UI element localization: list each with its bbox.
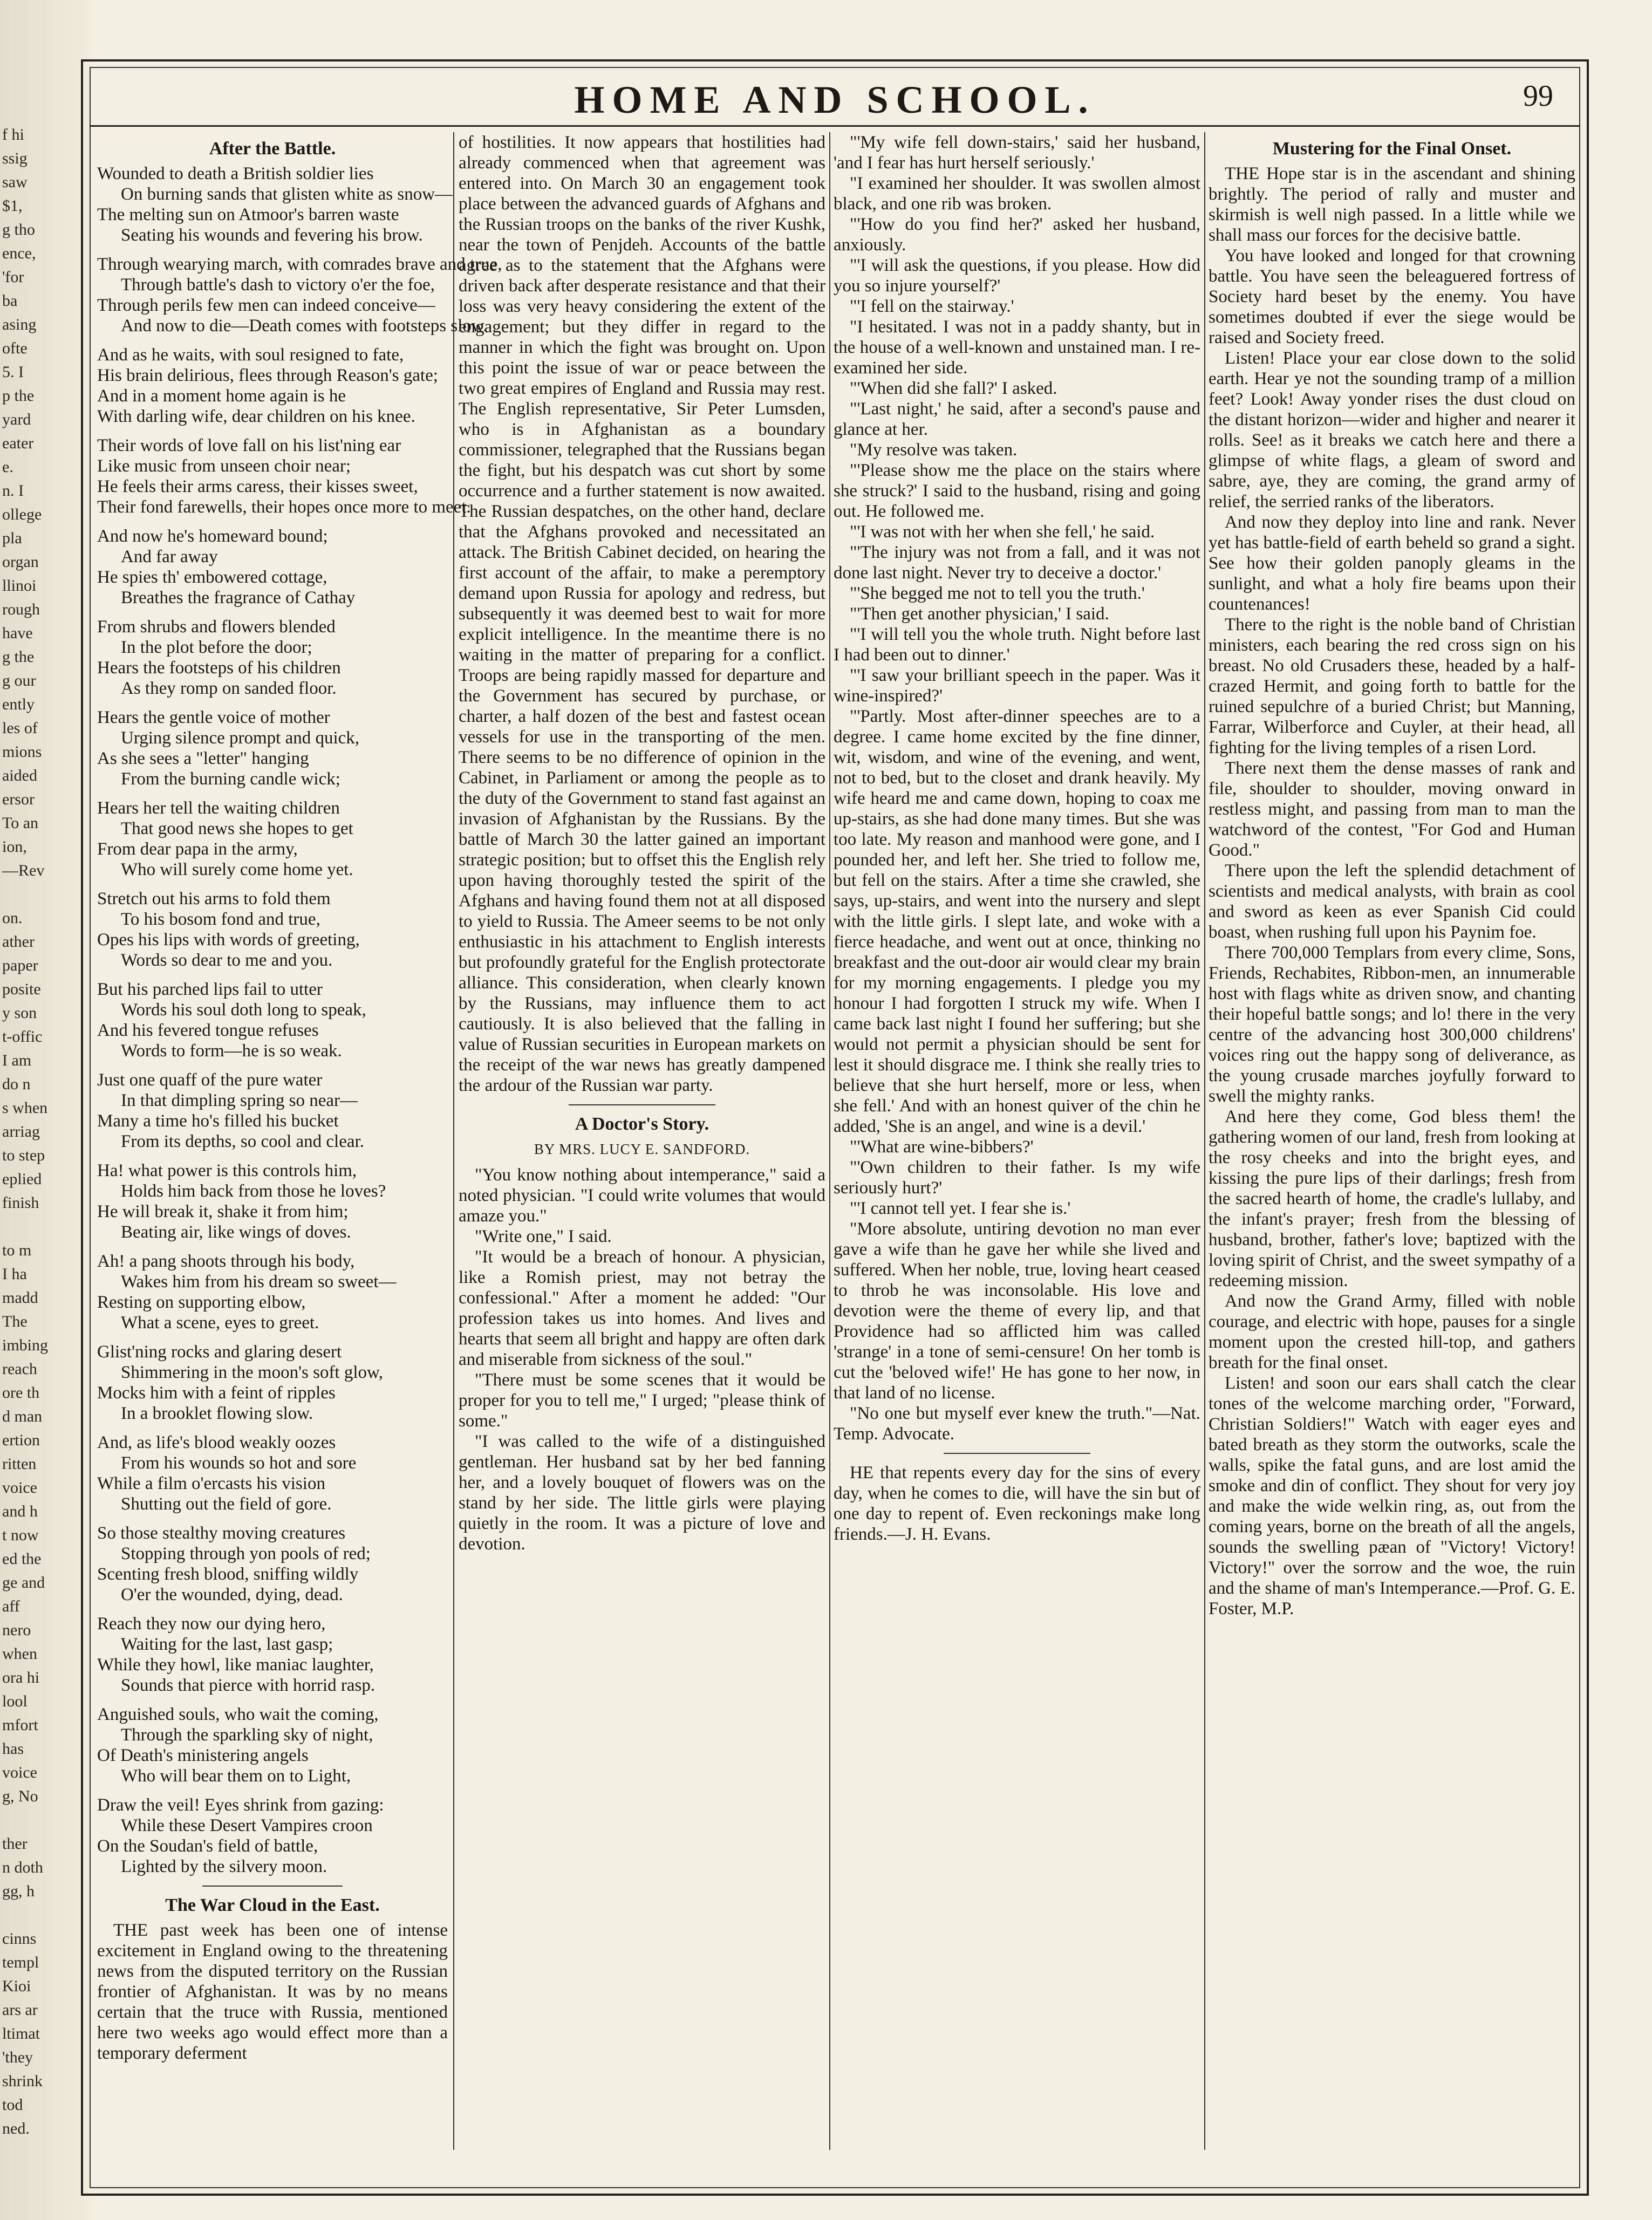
poem-line: While a film o'ercasts his vision [97, 1474, 325, 1493]
poem-line: What a scene, eyes to greet. [121, 1313, 319, 1333]
poem-line: In a brooklet flowing slow. [121, 1404, 313, 1423]
doctor-story-paragraph: "'Then get another physician,' I said. [850, 604, 1109, 624]
margin-fragment: I ha [2, 1265, 27, 1283]
poem-line: The melting sun on Atmoor's barren waste [97, 205, 399, 224]
poem-line: Who will surely come home yet. [121, 860, 353, 879]
poem-stanza [97, 798, 448, 880]
doctor-story-paragraph: "'I cannot tell yet. I fear she is.' [850, 1199, 1071, 1218]
poem-line: Breathes the fragrance of Cathay [121, 588, 356, 607]
poem-line: And far away [121, 547, 218, 566]
poem-line: Through battle's dash to victory o'er the foe, [121, 275, 435, 295]
poem-line: Ah! a pang shoots through his body, [97, 1252, 355, 1271]
poem-line: As they romp on sanded floor. [121, 679, 337, 698]
margin-fragment: madd [2, 1289, 38, 1307]
doctor-story-paragraph: "'Last night,' he said, after a second's pause and glance at her. [834, 399, 1200, 439]
poem-stanza [97, 1432, 448, 1514]
column-3 [834, 132, 1200, 2150]
margin-fragment: y son [2, 1004, 37, 1022]
margin-fragment: imbing [2, 1336, 49, 1354]
margin-fragment: t now [2, 1526, 39, 1544]
poem-stanza [97, 1342, 448, 1424]
war-cloud-continued [459, 132, 825, 1096]
margin-fragment: on. [2, 909, 23, 927]
poem-stanza [97, 1251, 448, 1333]
margin-fragment: reach [2, 1360, 37, 1378]
margin-fragment: finish [2, 1194, 39, 1212]
repents-paragraph [834, 1463, 1200, 1545]
margin-fragment: templ [2, 1953, 39, 1971]
poem-line: And now to die—Death comes with footsteps slow. [121, 316, 488, 336]
doctor-story-paragraph: "'What are wine-bibbers?' [850, 1137, 1034, 1157]
margin-fragment: voice [2, 1764, 37, 1781]
poem-line: From shrubs and flowers blended [97, 617, 336, 637]
final-onset-paragraph: And now the Grand Army, filled with noble courage, and electric with hope, pauses for a single moment upon the crested hill-top, and gathers breath for the final onset. [1209, 1292, 1575, 1372]
doctor-story-paragraph: "'Own children to their father. Is my wife seriously hurt?' [834, 1158, 1200, 1198]
column-2 [459, 132, 825, 2150]
margin-fragment: I am [2, 1051, 32, 1069]
margin-fragment: ritten [2, 1455, 37, 1473]
poem-line: Ha! what power is this controls him, [97, 1161, 357, 1180]
margin-fragment: t-offic [2, 1028, 43, 1046]
margin-fragment: paper [2, 957, 38, 974]
poem-line: Their words of love fall on his list'ning ear [97, 436, 401, 455]
margin-fragment: shrink [2, 2072, 43, 2090]
doctor-story-paragraph: "Write one," I said. [475, 1227, 612, 1246]
margin-fragment: has [2, 1740, 24, 1758]
poem-stanza [97, 1614, 448, 1696]
poem-stanza [97, 1070, 448, 1152]
margin-fragment: g, No [2, 1787, 38, 1805]
doctor-story-paragraph: "'I fell on the stairway.' [850, 297, 1014, 316]
margin-fragment: g tho [2, 221, 35, 238]
margin-fragment: ssig [2, 149, 28, 167]
doctor-story-continued [834, 132, 1200, 1444]
poem-body [97, 163, 502, 1877]
poem-stanza [97, 345, 448, 427]
poem-line: Through the sparkling sky of night, [121, 1725, 373, 1745]
poem-line: Mocks him with a feint of ripples [97, 1383, 336, 1403]
margin-fragment: have [2, 624, 33, 642]
margin-fragment: ge and [2, 1574, 45, 1591]
poem-line: Who will bear them on to Light, [121, 1766, 351, 1786]
final-onset-paragraph: You have looked and longed for that crowning battle. You have seen the beleaguered fortress of Society hard beset by the enemy. You have sometimes doubted if ever the siege would be raised and Society freed. [1209, 246, 1575, 347]
margin-fragment: mfort [2, 1716, 38, 1734]
doctor-story-paragraph: "'I was not with her when she fell,' he said. [850, 522, 1155, 542]
doctor-story-paragraph: "'When did she fall?' I asked. [850, 379, 1057, 398]
doctor-story-paragraph: "'My wife fell down-stairs,' said her husband, 'and I fear has hurt herself seriously.' [834, 133, 1200, 173]
masthead-title: HOME AND SCHOOL. [574, 78, 1096, 121]
poem-line: As she sees a "letter" hanging [97, 749, 309, 768]
final-onset-paragraph: There 700,000 Templars from every clime, Sons, Friends, Rechabites, Ribbon-men, an innumerable host with flags white as driven snow, and chanting their hopeful battle songs; and lo! there in the very centre of the advancing host 300,000 childrens' voices ring out the happy song of deliverance, as the young crusade marches joyfully forward to swell the mighty ranks. [1209, 943, 1575, 1106]
margin-fragment: ion, [2, 838, 27, 856]
poem-line: Reach they now our dying hero, [97, 1614, 326, 1634]
margin-fragment: to m [2, 1241, 32, 1259]
doctor-story-body [459, 1165, 825, 1554]
margin-fragment: saw [2, 173, 28, 191]
poem-line: He will break it, shake it from him; [97, 1202, 349, 1221]
war-cloud-paragraph: THE past week has been one of intense excitement in England owing to the threatening news from the disputed territory on the Russian frontier of Afghanistan. It was by no means certain that the truce with Russia, mentioned here two weeks ago would effect more than a temporary deferment [97, 1921, 448, 2063]
poem-line: Stopping through yon pools of red; [121, 1544, 371, 1563]
margin-fragment: aff [2, 1597, 20, 1615]
margin-fragment: eater [2, 434, 34, 452]
poem-line: In the plot before the door; [121, 638, 312, 657]
margin-fragment: e. [2, 458, 13, 476]
war-cloud-paragraph: of hostilities. It now appears that hostilities had already commenced when that agreement was entered into. On March 30 an engagement took place between the advanced guards of Afghans and the Russian troops on the banks of the river Kushk, near the town of Penjdeh. Accounts of the battle agree as to the statement that the Afghans were driven back after desperate resistance and that their loss was very heavy considering the extent of the engagement; but they differ in regard to the manner in which the fight was brought on. Upon this point the issue of war or peace between the two great empires of England and Russia may rest. The English representative, Sir Peter Lumsden, who is in Afghanistan as a boundary commissioner, telegraphed that the Russians began the fight, but his despatch was cut short by some occurrence and a further statement is now awaited. The Russian despatches, on the other hand, declare that the Afghans provoked and necessitated an attack. The British Cabinet decided, on hearing the first account of the affair, to make a peremptory demand upon Russia for apology and redress, but subsequently it was deemed best to wait for more explicit intelligence. In the meantime there is no waiting in the matter of preparing for a conflict. Troops are being rapidly massed for departure and the Government has secured by purchase, or charter, a half dozen of the best and fastest ocean vessels for use in the transporting of the men. There seems to be no difference of opinion in the Cabinet, in Parliament or among the people as to the duty of the Government to stand fast against an invasion of Afghanistan by the Russians. By the battle of March 30 the latter gained an important strategic position; but to offset this the English rely upon having thoroughly tested the spirit of the Afghans and having found them not at all disposed to yield to Russia. The Ameer seems to be not only enthusiastic in his attachment to English interests but profoundly grateful for the English protectorate alliance. This consideration, when clearly known by the Russians, may influence them to act cautiously. It is also believed that the falling in value of Russian securities in European markets on the receipt of the war news has greatly dampened the ardour of the Russian war party. [459, 133, 825, 1095]
doctor-story-paragraph: "There must be some scenes that it would be proper for you to tell me," I urged; "please think of some." [459, 1370, 825, 1431]
doctor-story-paragraph: "It would be a breach of honour. A physician, like a Romish priest, may not betray the confessional." After a moment he added: "Our profession takes us into homes. And lives and hearts that seem all bright and happy are often dark and miserable from sickness of the soul." [459, 1247, 825, 1369]
margin-fragment: n. I [2, 482, 24, 500]
margin-fragment: lool [2, 1692, 28, 1710]
masthead-rule [90, 125, 1580, 127]
final-onset-paragraph: There upon the left the splendid detachment of scientists and medical analysts, with brain as cool and sword as keen as ever Spanish Cid could boast, when rushing full upon his Paynim foe. [1209, 861, 1575, 942]
doctor-story-byline: BY MRS. LUCY E. SANDFORD. [534, 1141, 750, 1157]
poem-line: From dear papa in the army, [97, 839, 298, 859]
margin-fragment: d man [2, 1408, 43, 1425]
poem-line: Words his soul doth long to speak, [121, 1000, 366, 1020]
margin-fragment: organ [2, 553, 39, 571]
margin-fragment: ed the [2, 1550, 42, 1568]
poem-line: But his parched lips fail to utter [97, 980, 323, 999]
poem-line: And as he waits, with soul resigned to fate, [97, 345, 404, 365]
repents-text: HE that repents every day for the sins of every day, when he comes to die, will have the sin but of one day to repent of. Even reckonings make long friends.—J. H. Evans. [834, 1463, 1200, 1544]
poem-line: Opes his lips with words of greeting, [97, 930, 360, 950]
margin-fragment: ther [2, 1835, 28, 1853]
margin-fragment: gg, h [2, 1882, 35, 1900]
doctor-story-paragraph: "'How do you find her?' asked her husband, anxiously. [834, 215, 1200, 255]
poem-line: Seating his wounds and fevering his brow. [121, 226, 423, 245]
final-onset-paragraph: Listen! Place your ear close down to the solid earth. Hear ye not the sounding tramp of a million feet? Look! Away yonder rises the dust cloud on the distant horizon—wider and higher and nearer it rolls. See! as it breaks we catch here and there a glimpse of white flags, a gleam of sword and sabre, aye, they are coming, the grand army of relief, the serried ranks of the liberators. [1209, 349, 1575, 511]
margin-fragment: and h [2, 1502, 38, 1520]
poem-line: Wakes him from his dream so sweet— [121, 1272, 397, 1292]
poem-stanza [97, 1160, 448, 1242]
margin-fragment: pla [2, 529, 22, 547]
margin-fragment: to step [2, 1146, 45, 1164]
margin-fragment: n doth [2, 1859, 43, 1876]
poem-line: Like music from unseen choir near; [97, 456, 351, 476]
poem-line: And his fevered tongue refuses [97, 1021, 319, 1040]
poem-line: Through wearying march, with comrades brave and true, [97, 255, 502, 274]
final-onset-paragraph: And here they come, God bless them! the gathering women of our land, fresh from looking at the rosy cheeks and into the bright eyes, and kissing the pure lips of their darlings; fresh from the sacred hearth of home, the cradle's lullaby, and the infant's prayer; fresh from the blessing of husband, brother, father's love; baptized with the loving spirit of Christ, and the sweet sympathy of a redeeming mission. [1209, 1107, 1575, 1290]
poem-line: Shutting out the field of gore. [121, 1494, 332, 1514]
poem-line: Hears the gentle voice of mother [97, 708, 330, 727]
poem-line: He feels their arms caress, their kisses sweet, [97, 477, 418, 496]
margin-fragment: p the [2, 387, 35, 405]
doctor-story-paragraph: "'I will ask the questions, if you please. How did you so injure yourself?' [834, 256, 1200, 296]
poem-stanza [97, 163, 453, 245]
final-onset-paragraph: THE Hope star is in the ascendant and shining brightly. The period of rally and muster and skirmish is well nigh passed. In a little while we shall mass our forces for the decisive battle. [1209, 164, 1575, 245]
section-separator [569, 1104, 715, 1105]
margin-fragment: g the [2, 648, 35, 666]
margin-fragment: yard [2, 411, 31, 428]
margin-fragment: nero [2, 1621, 31, 1639]
margin-fragment: ars ar [2, 2001, 38, 2019]
poem-line: With darling wife, dear children on his knee. [97, 407, 415, 426]
margin-fragment: 'for [2, 268, 24, 286]
war-cloud-title: The War Cloud in the East. [165, 1895, 380, 1915]
poem-line: Lighted by the silvery moon. [121, 1857, 327, 1876]
margin-fragment: voice [2, 1479, 37, 1497]
margin-fragment: ore th [2, 1384, 40, 1402]
margin-fragment: f hi [2, 126, 24, 144]
poem-line: From its depths, so cool and clear. [121, 1132, 364, 1151]
margin-fragment: $1, [2, 197, 23, 215]
margin-fragment: To an [2, 814, 39, 832]
poem-line: Wounded to death a British soldier lies [97, 164, 374, 183]
poem-stanza [97, 979, 448, 1061]
margin-fragment: do n [2, 1075, 31, 1093]
poem-line: While they howl, like maniac laughter, [97, 1655, 374, 1675]
doctor-story-paragraph: "My resolve was taken. [850, 440, 1018, 460]
margin-fragment: asing [2, 316, 37, 333]
poem-line: He spies th' embowered cottage, [97, 568, 327, 587]
doctor-story-paragraph: "More absolute, untiring devotion no man ever gave a wife than he gave her while she lived and suffered. When her noble, true, loving heart ceased to throb he was inconsolable. His love and devotion were the theme of every lip, and that Providence had so afflicted him was called 'strange' in a tone of semi-censure! On her tomb is cut the 'beloved wife!' He has gone to her now, in that land of no license. [834, 1219, 1200, 1403]
margin-fragment: g our [2, 672, 36, 689]
margin-fragment: posite [2, 980, 41, 998]
doctor-story-paragraph: "I hesitated. I was not in a paddy shanty, but in the house of a well-known and unstained man. I re-examined her side. [834, 317, 1200, 378]
poem-line: On the Soudan's field of battle, [97, 1836, 318, 1856]
poem-line: Beating air, like wings of doves. [121, 1222, 351, 1242]
poem-line: Hears her tell the waiting children [97, 798, 340, 818]
margin-fragment: The [2, 1313, 28, 1330]
doctor-story-paragraph: "'Please show me the place on the stairs where she struck?' I said to the husband, rising and going out. He followed me. [834, 461, 1200, 521]
poem-line: While these Desert Vampires croon [121, 1816, 373, 1835]
doctor-story-paragraph: "'The injury was not from a fall, and it was not done last night. Never try to deceive a doctor.' [834, 543, 1200, 583]
section-separator [944, 1453, 1090, 1454]
margin-fragment: ollege [2, 506, 42, 523]
margin-fragment: s when [2, 1099, 48, 1117]
poem-line: In that dimpling spring so near— [121, 1091, 358, 1110]
poem-line: Through perils few men can indeed conceive— [97, 296, 435, 315]
margin-fragment: rough [2, 600, 40, 618]
margin-fragment: tod [2, 2096, 23, 2114]
margin-fragment: ently [2, 695, 35, 713]
poem-line: Draw the veil! Eyes shrink from gazing: [97, 1795, 384, 1815]
margin-fragment: ence, [2, 244, 36, 262]
doctor-story-paragraph: "I examined her shoulder. It was swollen almost black, and one rib was broken. [834, 174, 1200, 214]
margin-fragment: —Rev [2, 862, 45, 879]
doctor-story-paragraph: "'I will tell you the whole truth. Night before last I had been out to dinner.' [834, 625, 1200, 665]
poem-line: And in a moment home again is he [97, 386, 346, 406]
column-rule [829, 132, 830, 2150]
margin-fragment: cinns [2, 1930, 37, 1948]
poem-stanza [97, 707, 448, 789]
poem-line: Waiting for the last, last gasp; [121, 1635, 333, 1654]
left-margin-adjacent-page [0, 0, 92, 2220]
margin-fragment: ned. [2, 2120, 30, 2137]
final-onset-title: Mustering for the Final Onset. [1272, 139, 1512, 159]
section-separator [202, 1886, 343, 1887]
poem-line: Their fond farewells, their hopes once more to meet. [97, 497, 471, 517]
margin-fragment: arriag [2, 1123, 40, 1140]
poem-line: Words to form—he is so weak. [121, 1041, 342, 1061]
margin-fragment: when [2, 1645, 37, 1663]
margin-fragment: eplied [2, 1170, 42, 1188]
column-4 [1209, 132, 1575, 2150]
poem-line: Just one quaff of the pure water [97, 1070, 323, 1090]
page-number: 99 [1523, 79, 1553, 113]
poem-line: Sounds that pierce with horrid rasp. [121, 1676, 376, 1695]
poem-line: Of Death's ministering angels [97, 1746, 309, 1765]
poem-line: Words so dear to me and you. [121, 951, 333, 970]
final-onset-paragraph: There next them the dense masses of rank and file, shoulder to shoulder, moving onward in restless might, and passing from man to man the watchword of the contest, "For God and Human Good." [1209, 759, 1575, 860]
poem-line: So those stealthy moving creatures [97, 1524, 346, 1543]
margin-fragment: 5. I [2, 363, 24, 381]
poem-stanza [97, 889, 448, 971]
margin-fragment: ather [2, 933, 35, 951]
margin-fragment: 'they [2, 2048, 33, 2066]
poem-line: On burning sands that glisten white as snow— [121, 185, 453, 204]
margin-fragment: llinoi [2, 577, 37, 595]
doctor-story-paragraph: "You know nothing about intemperance," said a noted physician. "I could write volumes that would amaze you." [459, 1165, 825, 1226]
war-cloud-body [97, 1920, 448, 2064]
poem-stanza [97, 1704, 448, 1786]
margin-fragment: ertion [2, 1431, 40, 1449]
poem-line: Many a time ho's filled his bucket [97, 1111, 339, 1131]
margin-fragment: ersor [2, 790, 35, 808]
poem-line: And, as life's blood weakly oozes [97, 1433, 336, 1452]
poem-stanza [97, 254, 502, 336]
poem-stanza [97, 526, 448, 608]
poem-line: Glist'ning rocks and glaring desert [97, 1342, 342, 1362]
poem-line: Shimmering in the moon's soft glow, [121, 1363, 383, 1382]
poem-line: Anguished souls, who wait the coming, [97, 1705, 379, 1724]
margin-fragment: Kioi [2, 1977, 31, 1995]
final-onset-paragraph: There to the right is the noble band of Christian ministers, each bearing the red cross sign on his breast. No old Crusaders these, headed by a half-crazed Hermit, and going forth to battle for the ruined sepulchre of a buried Christ; but Manning, Farrar, Wilberforce and Cuyler, at their head, all fighting for the living temples of a risen Lord. [1209, 615, 1575, 757]
poem-line: Urging silence prompt and quick, [121, 728, 360, 748]
doctor-story-paragraph: "I was called to the wife of a distinguished gentleman. Her husband sat by her bed fanning her, and a lovely bouquet of flowers was on the stand by her side. The little girls were playing quietly in the room. It was a picture of love and devotion. [459, 1432, 825, 1554]
margin-fragment: ora hi [2, 1669, 40, 1686]
doctor-story-paragraph: "No one but myself ever knew the truth."—Nat. Temp. Advocate. [834, 1404, 1200, 1444]
poem-line: That good news she hopes to get [121, 819, 353, 838]
poem-stanza [97, 617, 448, 699]
poem-line: Resting on supporting elbow, [97, 1293, 306, 1312]
margin-fragment: mions [2, 743, 42, 761]
poem-stanza [97, 435, 471, 517]
final-onset-paragraph: Listen! and soon our ears shall catch the clear tones of the welcome marching order, "Forward, Christian Soldiers!" Watch with eager eyes and bated breath as they storm the outworks, scale the walls, spike the fatal guns, and are lost amid the smoke and din of conflict. They shout for very joy and make the wide welkin ring, as, out from the coming years, borne on the breath of all the angels, sounds the swelling pæan of "Victory! Victory! Victory!" over the sorrow and the woe, the ruin and the shame of man's Intemperance.—Prof. G. E. Foster, M.P. [1209, 1374, 1575, 1618]
final-onset-body [1209, 163, 1575, 1619]
poem-line: Hears the footsteps of his children [97, 658, 341, 678]
poem-line: From the burning candle wick; [121, 769, 340, 789]
doctor-story-paragraph: "'I saw your brilliant speech in the paper. Was it wine-inspired?' [834, 666, 1200, 706]
margin-fragment: ba [2, 292, 18, 310]
doctor-story-paragraph: "'Partly. Most after-dinner speeches are to a degree. I came home excited by the fine dinner, wit, wisdom, and wine of the evening, and went, not to bed, but to the closet and drank heavily. My wife heard me and came down, hoping to coax me up-stairs, as she had done many times. But she was too late. My reason and manhood were gone, and I pounded her, and left her. She tried to follow me, but fell on the stairs. After a time she crawled, she says, up-stairs, and went into the nursery and slept with the little girls. I slept late, and woke with a fierce headache, and went out at once, thinking no breakfast and the out-door air would clear my brain for my morning engagements. I pledge you my honour I had forgotten I struck my wife. When I came back last night I found her suffering; but she would not permit a physician should be sent for lest it should disgrace me. I think she really tries to believe that she hurt herself, more or less, when she fell.' And with an honest quiver of the chin he added, 'She is an angel, and wine is a devil.' [834, 707, 1200, 1136]
margin-fragment: ltimat [2, 2025, 40, 2043]
margin-fragment: les of [2, 719, 38, 737]
poem-line: O'er the wounded, dying, dead. [121, 1585, 343, 1604]
poem-line: Holds him back from those he loves? [121, 1181, 386, 1201]
margin-fragment: ofte [2, 339, 28, 357]
doctor-story-paragraph: "'She begged me not to tell you the truth.' [850, 584, 1145, 603]
poem-line: To his bosom fond and true, [121, 910, 320, 929]
poem-line: Stretch out his arms to fold them [97, 889, 331, 909]
margin-fragment: aided [2, 767, 37, 784]
poem-title: After the Battle. [209, 139, 336, 159]
final-onset-paragraph: And now they deploy into line and rank. Never yet has battle-field of earth beheld so grand a sight. See how their golden panoply gleams in the sunlight, and what a holy fire beams upon their countenances! [1209, 513, 1575, 614]
doctor-story-title: A Doctor's Story. [575, 1114, 709, 1134]
masthead [90, 67, 1580, 126]
poem-line: From his wounds so hot and sore [121, 1453, 357, 1473]
poem-line: Scenting fresh blood, sniffing wildly [97, 1565, 359, 1584]
poem-line: And now he's homeward bound; [97, 527, 328, 546]
poem-stanza [97, 1523, 448, 1605]
poem-stanza [97, 1795, 448, 1877]
column-rule [453, 132, 454, 2150]
column-rule [1204, 132, 1205, 2150]
poem-line: His brain delirious, flees through Reason's gate; [97, 366, 438, 385]
column-1 [97, 132, 502, 2150]
